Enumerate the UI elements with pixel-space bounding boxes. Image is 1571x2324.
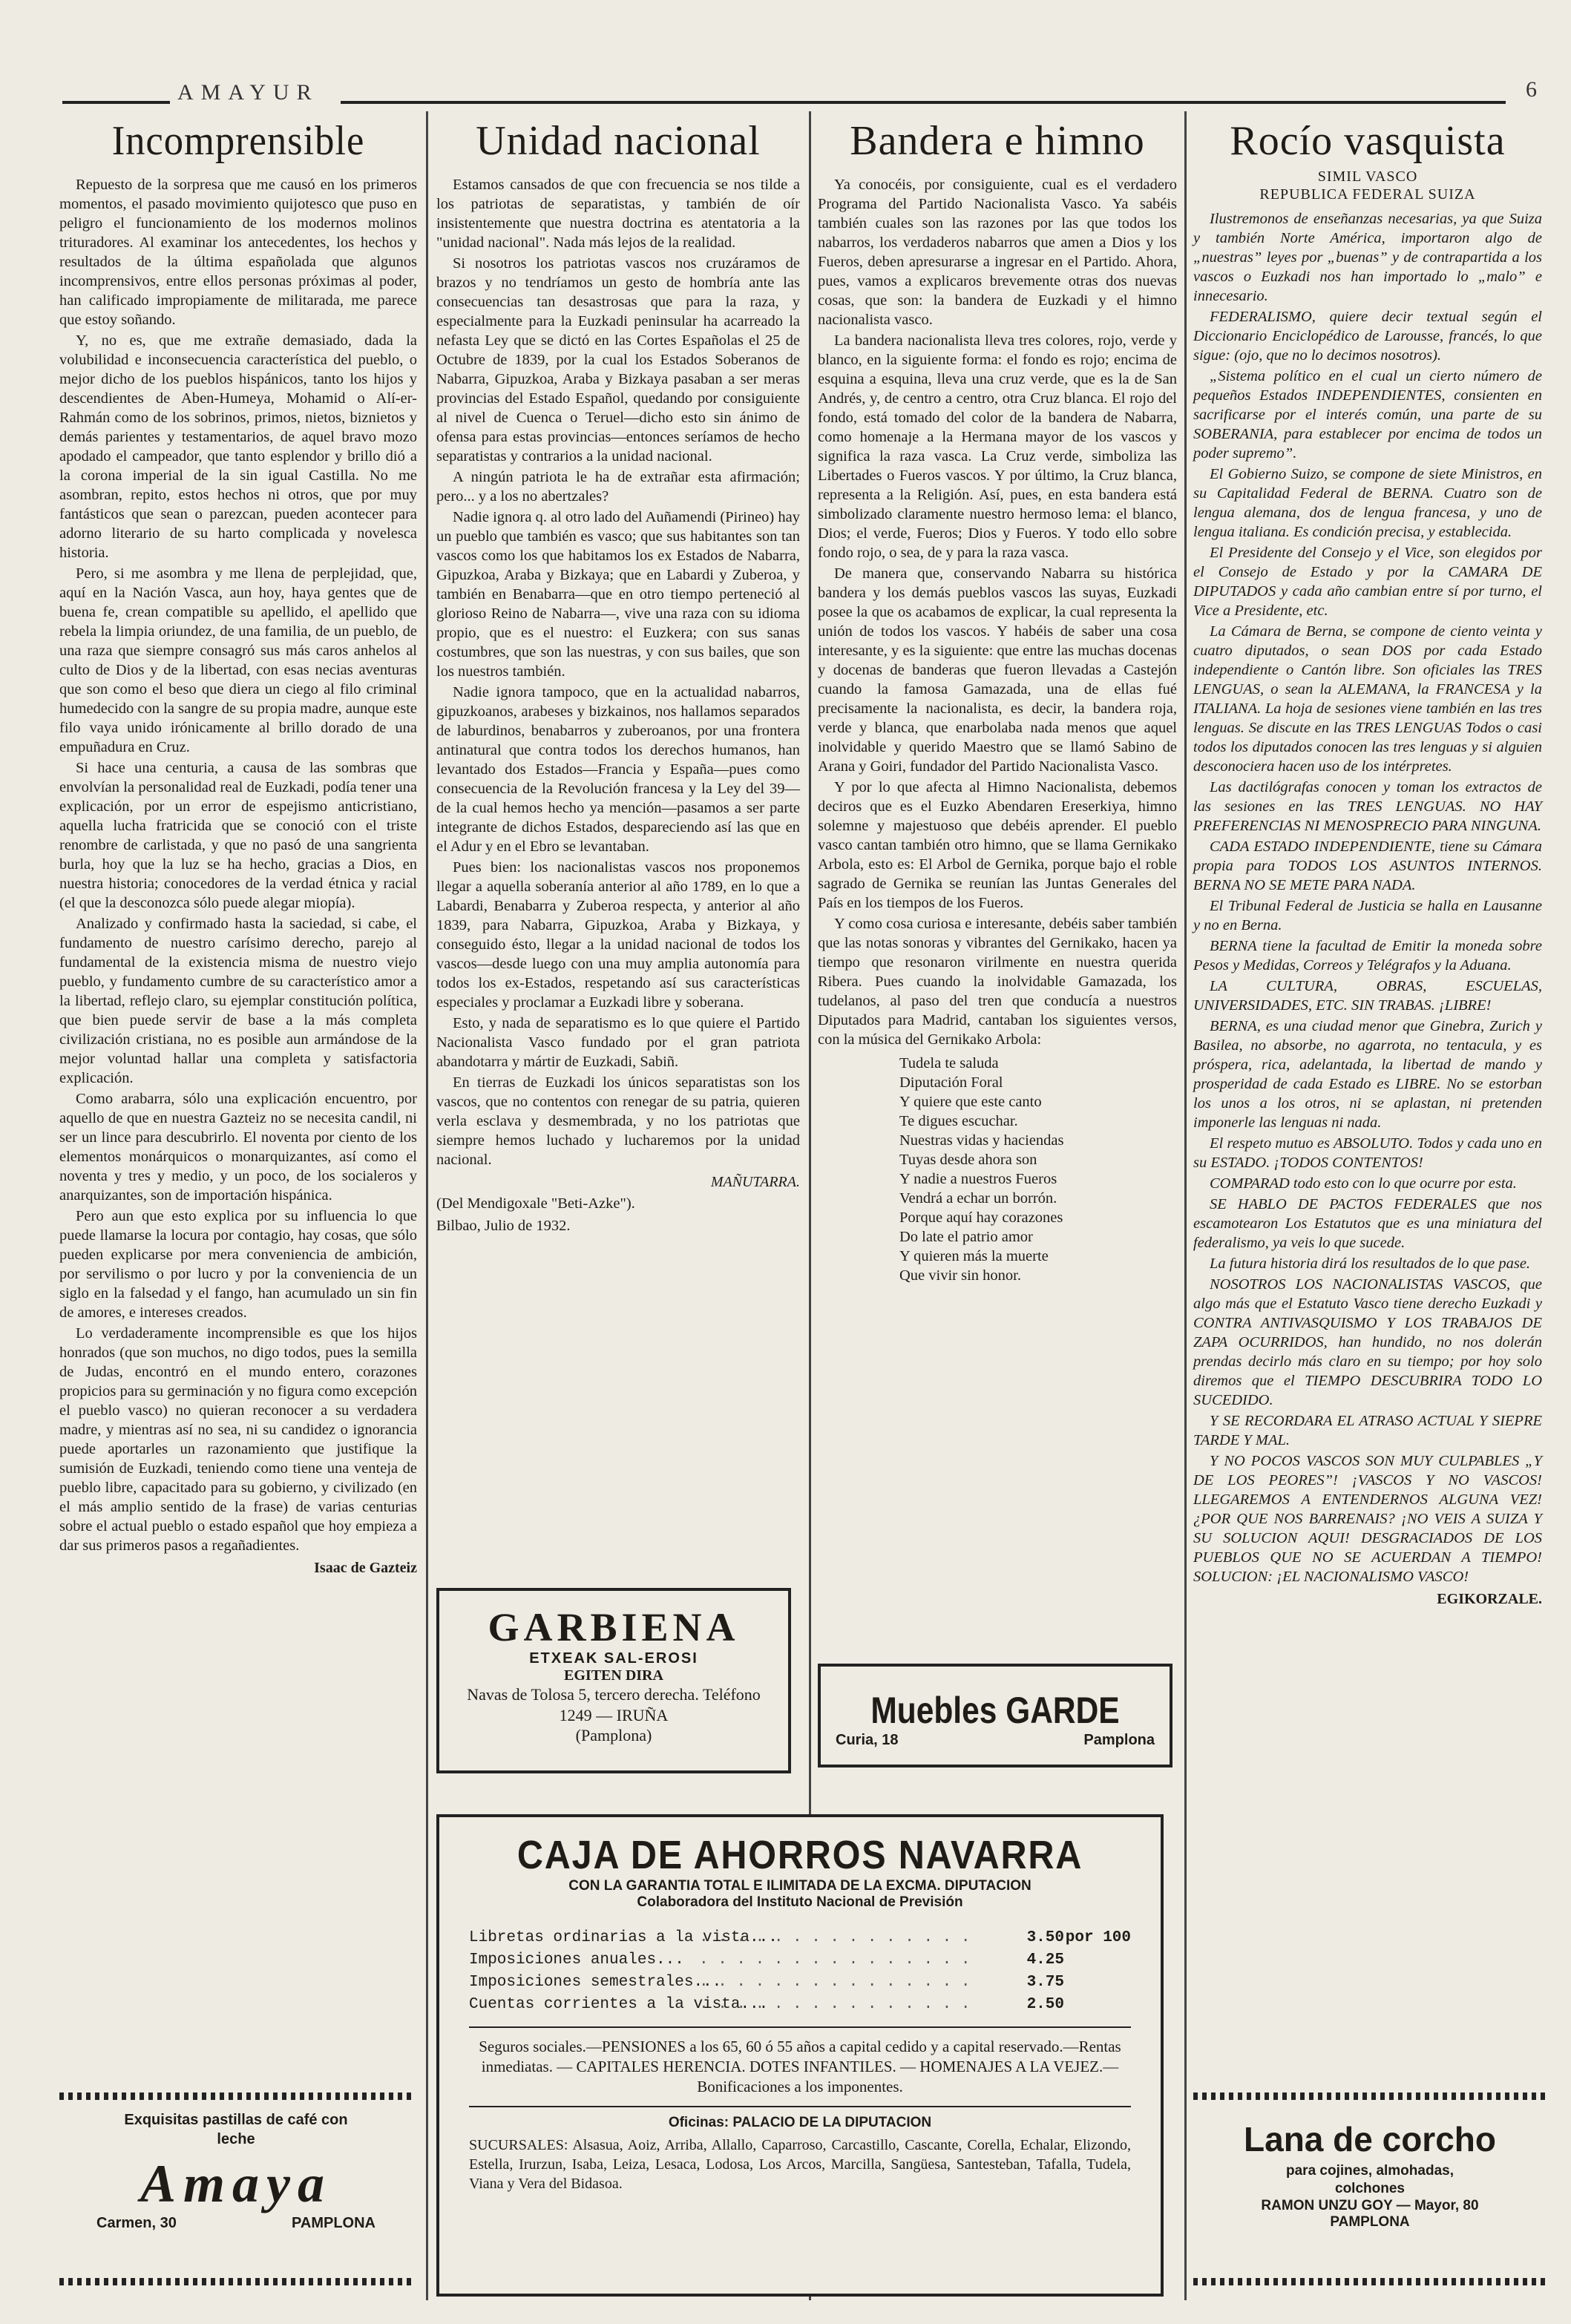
rate-label: Libretas ordinarias a la vista...: [469, 1929, 778, 1946]
leader-dots: . . . . . . . . . . . . . . .: [699, 1952, 971, 1969]
ad-seguros-text: Seguros sociales.—PENSIONES a los 65, 60 ó 55 años a capital cedido y a capital reservado.—Rentas inmediatas. — CAPITALES HERENCIA. DOTES INFANTILES. — HOMENAJES A LA VEJEZ.—Bonificaciones a los imponentes.: [479, 2038, 1121, 2095]
article-paragraph: Ya conocéis, por consiguiente, cual es el verdadero Programa del Partido Nacionalista Vasco. Ya sabéis también cuales son las razones por las que todos los nabarros, los verdaderos nabarros que amen a Dios y los Fueros, deben apresurarse a ingresar en el Partido. Ahora, pues, vamos a explicaros brevemente otras dos nuevas cosas, que son: la bandera de Euzkadi y el himno nacionalista vasco.: [818, 176, 1177, 328]
ad-brand: CAJA DE AHORROS NAVARRA: [516, 1833, 1083, 1877]
ad-brand: Lana de corcho: [1244, 2120, 1496, 2159]
article-author: Isaac de Gazteiz: [314, 1559, 417, 1576]
verse-line: Y quieren más la muerte: [899, 1247, 1049, 1264]
verse-line: Que vivir sin honor.: [899, 1267, 1021, 1284]
ad-address-row: [836, 1732, 1155, 1749]
rate-unit: por 100: [1065, 1929, 1131, 1946]
article-paragraph: Nadie ignora q. al otro lado del Auñamendi (Pirineo) hay un pueblo que también es vasco; que sus habitantes son tan vascos como los que habitamos los ex Estados de Nabarra, Gipuzkoa, Araba y Bizkaya; que en Labardi y Zuberoa, y también en Benabarra—que en otro tiempo perteneció al glorioso Reino de Nabarra—, vive una raza con su idioma propio, que es el nuestro: el Euzkera; con sus sanas costumbres, que son las nuestras, y con sus bailes, que son los nuestros también.: [436, 508, 800, 680]
verse-line: Vendrá a echar un borrón.: [899, 1189, 1057, 1207]
article-subtitle: SIMIL VASCO: [1317, 168, 1418, 185]
rate-unit: [1064, 1994, 1131, 2016]
rate-row: [469, 1994, 1131, 2016]
article-paragraph: La futura historia dirá los resultados de lo que pase.: [1210, 1255, 1531, 1272]
verse-line: Te digues escuchar.: [899, 1112, 1018, 1129]
article-paragraph: En tierras de Euzkadi los únicos separatistas son los vascos, que no contentos con renegar de su patria, quieren verla esclava y desmembrada, y no los patriotas que siempre hemos luchado y lucharemos por la unidad nacional.: [436, 1074, 800, 1168]
article-paragraph: Nadie ignora tampoco, que en la actualidad nabarros, gipuzkoanos, arabeses y bizkainos, nos hallamos separados de laburdinos, benabarros y zuberoanos, por una frontera antinatural que contra todos los derechos humanos, han levantado dos Estados—Francia y España—pues como consecuencia de la Revolución francesa y la Ley del 39—de la cual hemos hecho ya mención—pasamos a ser parte integrante de dichos Estados, despareciendo así las que en el Adur y en el Ebro se levantaban.: [436, 683, 800, 855]
verse-line: Tuyas desde ahora son: [899, 1151, 1037, 1168]
article-paragraph: COMPARAD todo esto con lo que ocurre por esta.: [1210, 1175, 1517, 1192]
article-paragraph: BERNA, es una ciudad menor que Ginebra, Zurich y Basilea, no absorbe, no agarrota, no tentacula, y es próspera, rica, adelantada, la libertad de mando y prosperidad de cada Estado es LIBRE. No se estorban los unos a los otros, ni se aplastan, ni pretenden imponerle las lenguas ni nada.: [1193, 1017, 1542, 1131]
article-paragraph: Pero aun que esto explica por su influencia lo que puede llamarse la locura por contagio, hay cosas, que sólo pueden explicarse por mera conveniencia de ambición, por servilismo o por lucro y por la conveniencia de un siglo en la falsedad y el fango, han acumulado un sin fin de amores, e intereses creados.: [59, 1207, 417, 1321]
article-paragraph: Las dactilógrafas conocen y toman los extractos de las sesiones en las TRES LENGUAS. NO HAY PREFERENCIAS NI MENOSPRECIO PARA NINGUNA.: [1193, 778, 1542, 834]
article-paragraph: El Presidente del Consejo y el Vice, son elegidos por el Consejo de Estado y por la CAMARA DE DIPUTADOS y cada año cambian entre sí por turno, el Vice a Presidente, etc.: [1193, 544, 1542, 619]
article-paragraph: FEDERALISMO, quiere decir textual según el Diccionario Enciclopédico de Larousse, francés, lo que sigue: (ojo, que no lo decimos nosotros).: [1193, 308, 1542, 364]
article-paragraph: BERNA tiene la facultad de Emitir la moneda sobre Pesos y Medidas, Correos y Telégrafos y la Aduana.: [1193, 937, 1542, 974]
article-paragraph: Pero, si me asombra y me llena de perplejidad, que, aquí en la Nación Vasca, aun hoy, haya gentes que de buena fe, crean compatible su apellido, el apellido que rebela la limpia oriundez, de una familia, de un pueblo, de una raza que siempre consagró sus más caros anhelos al culto de Dios y de la libertad, con esas necias aventuras que son como el beso que diera un ciego al filo criminal humedecido con la sangre de su propia madre, aunque este filo vaya unido irónicamente al brillo dorado de una empuñadura en Cruz.: [59, 565, 417, 755]
article-author: EGIKORZALE.: [1437, 1590, 1542, 1607]
column-divider: [1184, 111, 1187, 2300]
article-paragraph: La bandera nacionalista lleva tres colores, rojo, verde y blanco, en la siguiente forma: el fondo es rojo; encima de esquina a esquina, lleva una cruz verde, que es la de San Andrés, y, de centro a centro, otra Cruz blanca. El rojo del fondo, está tomado del color de la bandera de Nabarra, como homenaje a la Hermana mayor de los vascos y significa la raza vasca. La Cruz verde, simboliza las Libertades o Fueros vascos. Y por último, la Cruz blanca, representa a la Religión. Así, pues, en esta bandera está simbolizado claramente nuestro hermoso lema: el blanco, Dios; el verde, Fueros; Dios y Fueros. Y todo ello sobre fondo rojo, o sea, de y para la raza vasca.: [818, 332, 1177, 561]
ad-amaya: [59, 2092, 413, 2285]
article-paragraph: Si hace una centuria, a causa de las sombras que envolvían la personalidad real de Euzkadi, podía tener una explicación, por un error de espejismo anticristiano, aquella lucha fratricida que se conoció con el triste renombre de carlistada, y que no pasó de una sangrienta burla, hoy que la luz se ha hecho, gracias a Dios, en nuestra historia; conocedores de la verdad étnica y racial (el que la desconozca sólo puede alegar miopía).: [59, 759, 417, 911]
verse-line: Y nadie a nuestros Fueros: [899, 1170, 1057, 1187]
article-paragraph: A ningún patriota le ha de extrañar esta afirmación; pero... y a los no abertzales?: [436, 468, 800, 505]
ad-line: RAMON UNZU GOY — Mayor, 80: [1261, 2198, 1479, 2213]
article-paragraph: Como arabarra, sólo una explicación encuentro, por aquello de que en nuestra Gazteiz no se necesita candil, ni ser un lince para descubrirlo. El noventa por ciento de los elementos monárquicos o monarquizantes, así como el noventa y tres y medio, y un poco, de los socialeros y anarquizantes, son de importación hispánica.: [59, 1090, 417, 1204]
ad-border-pattern: [59, 2278, 413, 2285]
rate-label: Imposiciones anuales...: [469, 1952, 684, 1969]
rate-unit: [1064, 1949, 1131, 1972]
ad-brand: GARBIENA: [488, 1605, 740, 1650]
article-paragraph: SE HABLO DE PACTOS FEDERALES que nos escamotearon Los Estatutos que es una miniatura del federalismo, ya veis lo que sucede.: [1193, 1195, 1542, 1251]
article-paragraph: NOSOTROS LOS NACIONALISTAS VASCOS, que algo más que el Estatuto Vasco tiene derecho Euzkadi y CONTRA ANTIVASQUISMO Y LOS TRABAJOS DE ZAPA OCURRIDOS, han hundido, no nos dolerán prendas decirlo más claro en su tiempo; por hoy solo diremos que el TIEMPO DESCUBRIRA TODO LO SUCEDIDO.: [1193, 1276, 1542, 1408]
article-paragraph: Y, no es, que me extrañe demasiado, dada la volubilidad e inconsecuencia característica del pueblo, o mejor dicho de los pueblos hispánicos, tanto los hijos y descendientes de Aben-Humeya, Mohamid o Alí-er-Rahmán como de los sobrinos, primos, nietos, biznietos y demás parientes y testamentarios, de aquel bravo mozo apodado el campeador, que tanto esplendor y brillo dió a la corona imperial de la sin igual Castilla. No me asombran, repito, estos hechos ni otros, que por muy fantásticos que sean o parezcan, pueden acontecer para adorno literario de su harto complicada y novelesca historia.: [59, 332, 417, 561]
ad-address: Carmen, 30: [96, 2215, 177, 2231]
rate-row: [469, 1949, 1131, 1972]
article-bandera-e-himno: [818, 119, 1177, 1285]
article-paragraph: Analizado y confirmado hasta la saciedad, si cabe, el fundamento de nuestro carísimo derecho, parejo al fundamental de la existencia misma de nuestro viejo pueblo, y fundamento cumbre de su característico amor a la libertad, reflejo claro, su ejemplar constitución política, que bien puede servir de base a la más completa civilización cristiana, no es posible aun armándose de la mejor voluntad hallar una completa y satisfactoria explicación.: [59, 915, 417, 1086]
ad-brand: Muebles GARDE: [870, 1690, 1120, 1731]
article-paragraph: Y NO POCOS VASCOS SON MUY CULPABLES „Y DE LOS PEORES”! ¡VASCOS Y NO VASCOS! LLEGAREMOS A ENTENDERNOS ALGUNA VEZ! ¿POR QUE NOS BARRENAIS? ¡NO VEIS A SUIZA Y SU SOLUCION AQUI! DESGRACIADOS DE LOS PUEBLOS QUE NO SE ACUERDAN A TIEMPO! SOLUCION: ¡EL NACIONALISMO VASCO!: [1193, 1452, 1542, 1585]
verse-line: Y quiere que este canto: [899, 1093, 1042, 1110]
ad-line: ETXEAK SAL-EROSI: [529, 1650, 698, 1667]
ad-line: EGITEN DIRA: [564, 1667, 663, 1684]
article-title: Bandera e himno: [850, 118, 1145, 164]
column-divider: [426, 111, 428, 2300]
article-paragraph: Pues bien: los nacionalistas vascos nos proponemos llegar a aquella soberanía anterior al año 1789, en lo que a Labardi, Benabarra y Zuberoa respecta, y anterior al año 1839, para Nabarra, Gipuzkoa, Araba y Bizkaya, y conseguido ésto, llegar a la unidad nacional de todos los vascos—desde luego con una muy amplia autonomía para todos los ex-Estados, respetando así sus características especiales y proclamar a Euzkadi libre y soberana.: [436, 859, 800, 1011]
masthead-rule-right: [341, 101, 1506, 104]
article-paragraph: El Gobierno Suizo, se compone de siete Ministros, en su Capitalidad Federal de BERNA. Cuatro son de lengua alemana, dos de lengua francesa, y uno de lengua italiana. Es condición precisa, y establecida.: [1193, 465, 1542, 540]
ad-border-pattern: [59, 2092, 413, 2100]
ad-city: PAMPLONA: [1330, 2214, 1410, 2230]
ad-muebles-garde: [818, 1664, 1172, 1767]
article-paragraph: Estamos cansados de que con frecuencia se nos tilde a los patriotas de separatistas, y también de oír insistentemente que nuestra doctrina es atentatoria a la "unidad nacional". Nada más lejos de la realidad.: [436, 176, 800, 251]
ad-caja-de-ahorros-navarra: [436, 1814, 1164, 2297]
ad-branches: SUCURSALES: Alsasua, Aoiz, Arriba, Allallo, Caparroso, Carcastillo, Cascante, Corella, Echalar, Elizondo, Estella, Irurzun, Isaba, Leiza, Lesaca, Lodosa, Los Arcos, Marcilla, Sangüesa, Santesteban, Tafalla, Tudela, Viana y Vera del Bidasoa.: [469, 2137, 1131, 2192]
article-paragraph: De manera que, conservando Nabarra su histórica bandera y los demás pueblos vascos las suyas, Euzkadi posee la que os acabamos de explicar, la cual representa la unión de todos los vascos. Y habéis de saber una cosa interesante, y es la siguiente: que entre las muchas docenas y docenas de banderas que fueron llevadas a Castejón cuando la famosa Gamazada, una de ellas fué precisamente la nacionalista, es decir, la bandera roja, verde y blanca, que enarbolaba nada menos que aquel inolvidable y querido Maestro que se llamó Sabino de Arana y Goiri, fundador del Partido Nacionalista Vasco.: [818, 565, 1177, 775]
leader-dots: . . . . . . . . . . . . . . .: [699, 1996, 971, 2013]
interest-rates-table: [469, 1927, 1131, 2016]
article-paragraph: Y SE RECORDARA EL ATRASO ACTUAL Y SIEPRE TARDE Y MAL.: [1193, 1412, 1542, 1448]
ad-brand: Amaya: [140, 2154, 332, 2213]
article-paragraph: Y como cosa curiosa e interesante, debéis saber también que las notas sonoras y vibrantes del Gernikako, hacen ya tiempo que resonaron virilmente en nuestra querida Ribera. Pues cuando la inolvidable Gamazada, los tudelanos, al paso del tren que conducía a nuestros Diputados para Madrid, cantaban los siguientes versos, con la música del Gernikako Arbola:: [818, 915, 1177, 1048]
rate-row: [469, 1927, 1131, 1949]
ad-line: para cojines, almohadas, colchones: [1286, 2163, 1454, 2196]
ad-city: PAMPLONA: [292, 2215, 375, 2231]
leader-dots: . . . . . . . . . . . . . . .: [699, 1974, 971, 1991]
rate-value: 3.50: [1026, 1929, 1064, 1946]
article-paragraph: Repuesto de la sorpresa que me causó en los primeros momentos, el pasado movimiento quijotesco que puso en peligro el funcionamiento de los modernos molinos trituradores. Al examinar los antecedentes, los hechos y resultados de la última españolada que algunos incomprensivos, entre ellos personas próximas al poder, han calificado impropiamente de militarada, me parece que estoy soñando.: [59, 176, 417, 328]
ad-address: Curia, 18: [836, 1732, 899, 1748]
ad-divider: [469, 2026, 1131, 2028]
ad-offices: Oficinas: PALACIO DE LA DIPUTACION: [668, 2115, 932, 2130]
article-paragraph: Esto, y nada de separatismo es lo que quiere el Partido Nacionalista Vasco fundado por el gran patriota abandotarra y mártir de Euzkadi, Sabiñ.: [436, 1014, 800, 1070]
article-source: (Del Mendigoxale "Beti-Azke").: [436, 1195, 635, 1212]
article-paragraph: LA CULTURA, OBRAS, ESCUELAS, UNIVERSIDADES, ETC. SIN TRABAS. ¡LIBRE!: [1193, 977, 1542, 1014]
article-paragraph: CADA ESTADO INDEPENDIENTE, tiene su Cámara propia para TODOS LOS ASUNTOS INTERNOS. BERNA NO SE METE PARA NADA.: [1193, 838, 1542, 893]
ad-border-pattern: [1193, 2092, 1547, 2100]
ad-lana-de-corcho: [1193, 2092, 1547, 2285]
article-paragraph: Si nosotros los patriotas vascos nos cruzáramos de brazos y no tendríamos un gesto de hombría ante las consecuencias tan desastrosas que para la raza, y especialmente para la Euzkadi peninsular ha acarreado la nefasta Ley que se dictó en las Cortes Españolas el 25 de Octubre de 1839, por la cual los Estados Soberanos de Nabarra, Gipuzkoa, Araba y Bizkaya pasaban a ser meras provincias del Estado Español, quedando por consiguiente al nivel de Cuenca o Teruel—dicho esto sin ánimo de ofensa para estas provincias—entonces seríamos de hecho separatistas y contrarios a la unidad nacional.: [436, 255, 800, 465]
article-paragraph: El respeto mutuo es ABSOLUTO. Todos y cada uno en su ESTADO. ¡TODOS CONTENTOS!: [1193, 1135, 1542, 1171]
article-title: Unidad nacional: [476, 118, 761, 164]
article-unidad-nacional: [436, 119, 800, 1235]
ad-border-pattern: [1193, 2278, 1547, 2285]
verse-line: Nuestras vidas y haciendas: [899, 1132, 1064, 1149]
article-paragraph: Ilustremonos de enseñanzas necesarias, ya que Suiza y también Norte América, importaron algo de „nuestras” leyes por „buenas” y de contrapartida a los vascos o Euzkadi nos han importado lo „malo” e innecesario.: [1193, 210, 1542, 304]
song-verse: [899, 1054, 1177, 1285]
ad-address-row: [59, 2215, 413, 2232]
article-paragraph: Y por lo que afecta al Himno Nacionalista, debemos deciros que es el Euzko Abendaren Ereserkiya, himno solemne y majestuoso que debéis aprender. El pueblo vasco cantan también otro himno, que se llama Gernikako Arbola, esto es: El Arbol de Gernika, porque bajo el roble sagrado de Gernika se reunían las Juntas Generales del País en los tiempos de los Fueros.: [818, 778, 1177, 911]
article-paragraph: „Sistema político en el cual un cierto número de pequeños Estados INDEPENDIENTES, consienten en sacrificarse por el interés común, una parte de su SOBERANIA, para establecer por encima de todos un poder supremo”.: [1193, 367, 1542, 462]
rate-value: 2.50: [1026, 1996, 1064, 2013]
article-dateline: Bilbao, Julio de 1932.: [436, 1217, 571, 1234]
verse-line: Porque aquí hay corazones: [899, 1209, 1063, 1226]
article-paragraph: Lo verdaderamente incomprensible es que los hijos honrados (que son muchos, no digo todos, pues la semilla de Judas, encontró en el mundo entero, corazones propicios para su germinación y no figura como excepción el pueblo vasco) no quieran reconocer a su verdadera madre, y mientras así no sea, ni su candidez o ignorancia puede aportarles un razonamiento que justifique la sumisión de Euzkadi, teniendo como tiene una venteja de pueblo libre, capacitado para su gobierno, y civilizado (en el más amplio sentido de la frase) de varias centurias sobre el actual pueblo o estado español que hoy empieza a dar sus primeros pasos a regañadientes.: [59, 1325, 417, 1554]
verse-line: Diputación Foral: [899, 1074, 1003, 1091]
verse-line: Do late el patrio amor: [899, 1228, 1033, 1245]
article-paragraph: La Cámara de Berna, se compone de ciento veinta y cuatro diputados, o sean DOS por cada Estado independiente o Cantón libre. Son oficiales las TRES LENGUAS, o sean la ALEMANA, la FRANCESA y la ITALIANA. La hoja de sesiones viene también en las tres lenguas. Se discute en las TRES LENGUAS Todos o casi todos los diputados conocen las tres lenguas y si alguien desconociera hacen uso de los intérpretes.: [1193, 623, 1542, 775]
masthead: [62, 77, 1543, 107]
rate-label: Imposiciones semestrales...: [469, 1974, 722, 1991]
article-rocio-vasquista: [1193, 119, 1542, 1608]
ad-city: Pamplona: [1083, 1732, 1155, 1748]
article-paragraph: El Tribunal Federal de Justicia se halla en Lausanne y no en Berna.: [1193, 897, 1542, 933]
rate-value: 4.25: [1026, 1952, 1064, 1969]
ad-line: CON LA GARANTIA TOTAL E ILIMITADA DE LA EXCMA. DIPUTACION: [568, 1878, 1032, 1894]
newspaper-name: AMAYUR: [177, 80, 319, 105]
leader-dots: . . . . . . . . . . . . . . .: [699, 1929, 971, 1946]
article-subtitle: REPUBLICA FEDERAL SUIZA: [1259, 186, 1476, 203]
ad-garbiena: [436, 1588, 791, 1773]
rate-label: Cuentas corrientes a la vista...: [469, 1996, 769, 2013]
rate-row: [469, 1972, 1131, 1994]
article-incomprensible: [59, 119, 417, 1577]
article-title: Rocío vasquista: [1230, 118, 1506, 164]
rate-value: 3.75: [1026, 1974, 1064, 1991]
article-title: Incomprensible: [111, 118, 365, 164]
ad-divider: [469, 2106, 1131, 2107]
ad-line: Colaboradora del Instituto Nacional de Previsión: [637, 1894, 963, 1910]
ad-address: Navas de Tolosa 5, tercero derecha. Teléfono 1249 — IRUÑA: [467, 1685, 761, 1724]
verse-line: Tudela te saluda: [899, 1054, 999, 1071]
article-author: MAÑUTARRA.: [710, 1173, 800, 1190]
page-number: 6: [1526, 77, 1537, 102]
masthead-rule-left: [62, 101, 170, 104]
rate-unit: [1064, 1972, 1131, 1994]
ad-city: (Pamplona): [575, 1726, 652, 1744]
ad-line: Exquisitas pastillas de café con leche: [124, 2112, 348, 2147]
